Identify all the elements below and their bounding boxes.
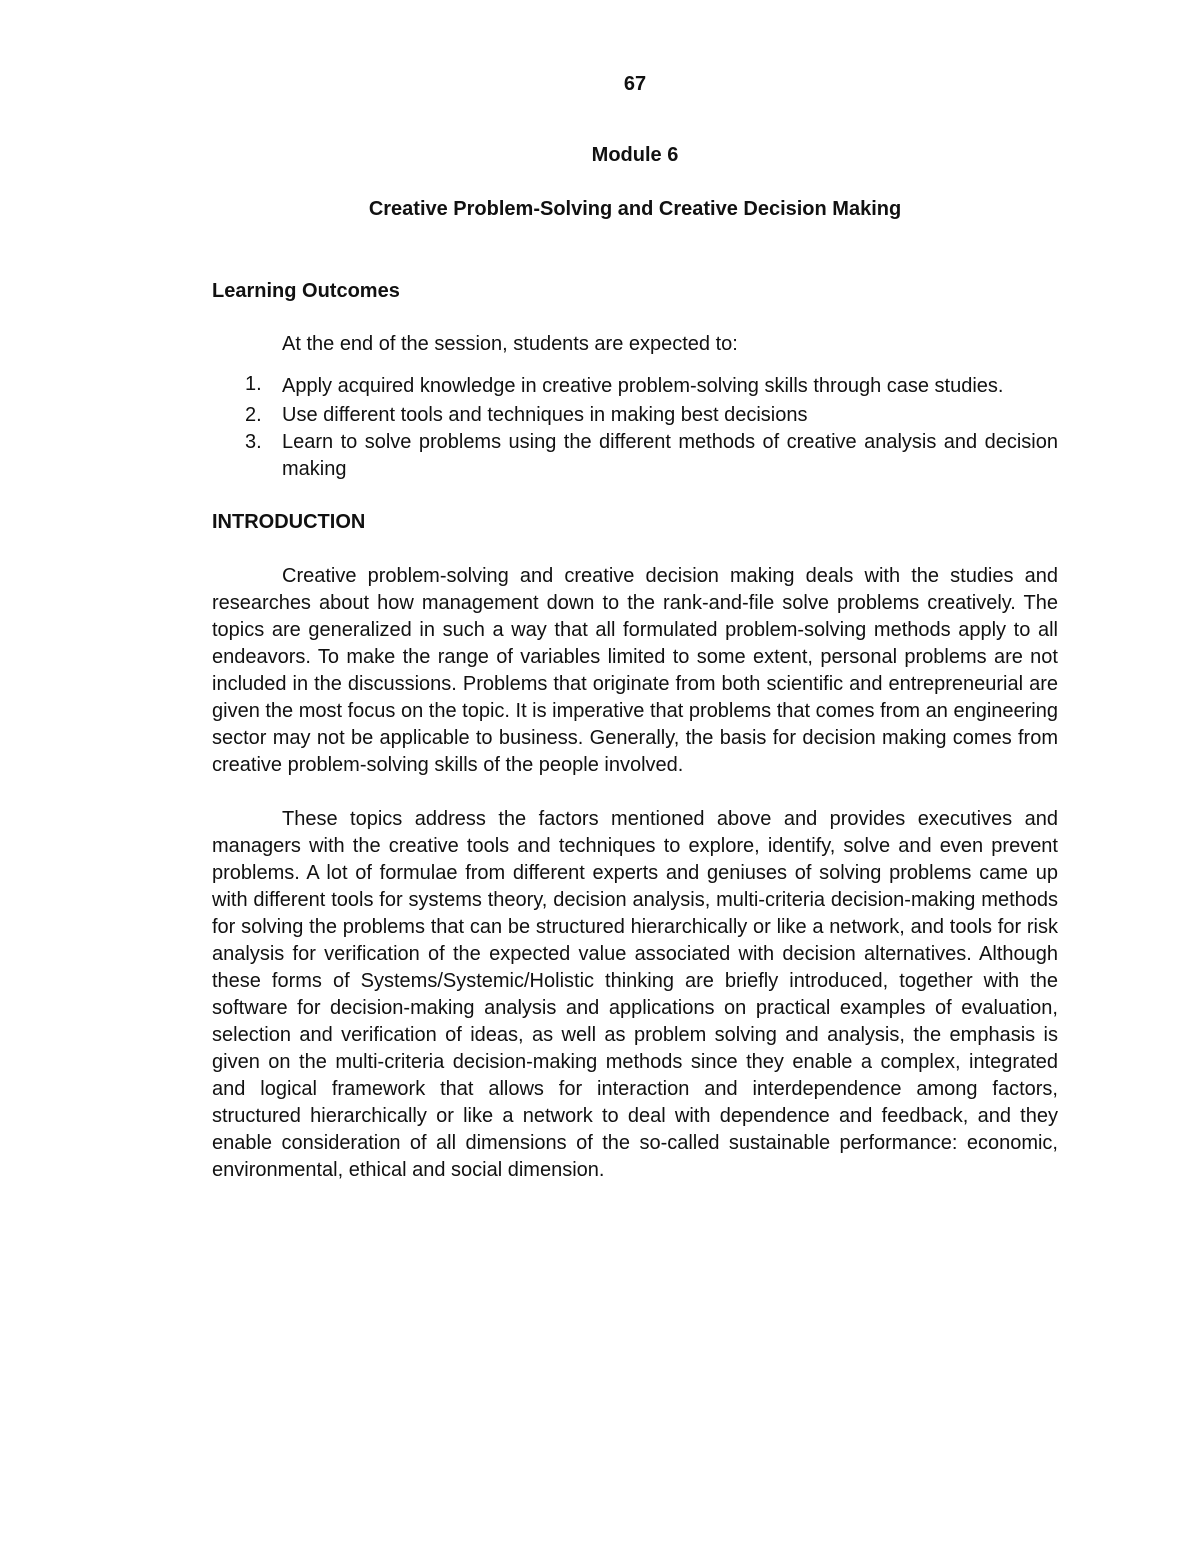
introduction-paragraph: Creative problem-solving and creative decision making deals with the studies and researches about how management down to the rank-and-file solve problems creatively. The topics are generalized in such a way that all formulated problem-solving methods apply to all endeavors. To make the range of variables limited to some extent, personal problems are not included in the discussions. Problems that originate from both scientific and entrepreneurial are given the most focus on the topic. It is imperative that problems that comes from an engineering sector may not be applicable to business. Generally, the basis for decision making comes from creative problem-solving skills of the people involved. — [212, 565, 1058, 776]
list-item-number: 1. — [245, 373, 262, 395]
list-item-number: 2. — [245, 404, 262, 426]
learning-outcomes-heading: Learning Outcomes — [212, 280, 400, 302]
module-title: Module 6 — [591, 144, 679, 166]
list-item — [212, 429, 1058, 483]
introduction-paragraph: These topics address the factors mentioned above and provides executives and managers with the creative tools and techniques to explore, identify, solve and even prevent problems. A lot of formulae from different experts and geniuses of solving problems came up with different tools for systems theory, decision analysis, multi-criteria decision-making methods for solving the problems that can be structured hierarchically or like a network, and tools for risk analysis for verification of the expected value associated with decision alternatives. Although these forms of Systems/Systemic/Holistic thinking are briefly introduced, together with the software for decision-making analysis and applications on practical examples of evaluation, selection and verification of ideas, as well as problem solving and analysis, the emphasis is given on the multi-criteria decision-making methods since they enable a complex, integrated and logical framework that allows for interaction and interdependence among factors, structured hierarchically or like a network to deal with dependence and feedback, and they enable consideration of all dimensions of the so-called sustainable performance: economic, environmental, ethical and social dimension. — [212, 808, 1058, 1181]
list-item — [212, 402, 1058, 429]
page-number: 67 — [623, 73, 647, 95]
learning-outcomes-lead: At the end of the session, students are expected to: — [282, 333, 738, 355]
learning-outcomes-list — [212, 371, 1058, 483]
page-content — [212, 278, 1058, 1184]
introduction-heading: INTRODUCTION — [212, 511, 366, 533]
list-item-text: Use different tools and techniques in making best decisions — [282, 404, 808, 426]
list-item-text: Learn to solve problems using the different methods of creative analysis and decision making — [282, 431, 1058, 480]
list-item-text: Apply acquired knowledge in creative problem-solving skills through case studies. — [282, 375, 1004, 397]
list-item-number: 3. — [245, 431, 262, 453]
module-subtitle: Creative Problem-Solving and Creative Decision Making — [368, 198, 902, 220]
list-item — [212, 371, 1058, 402]
